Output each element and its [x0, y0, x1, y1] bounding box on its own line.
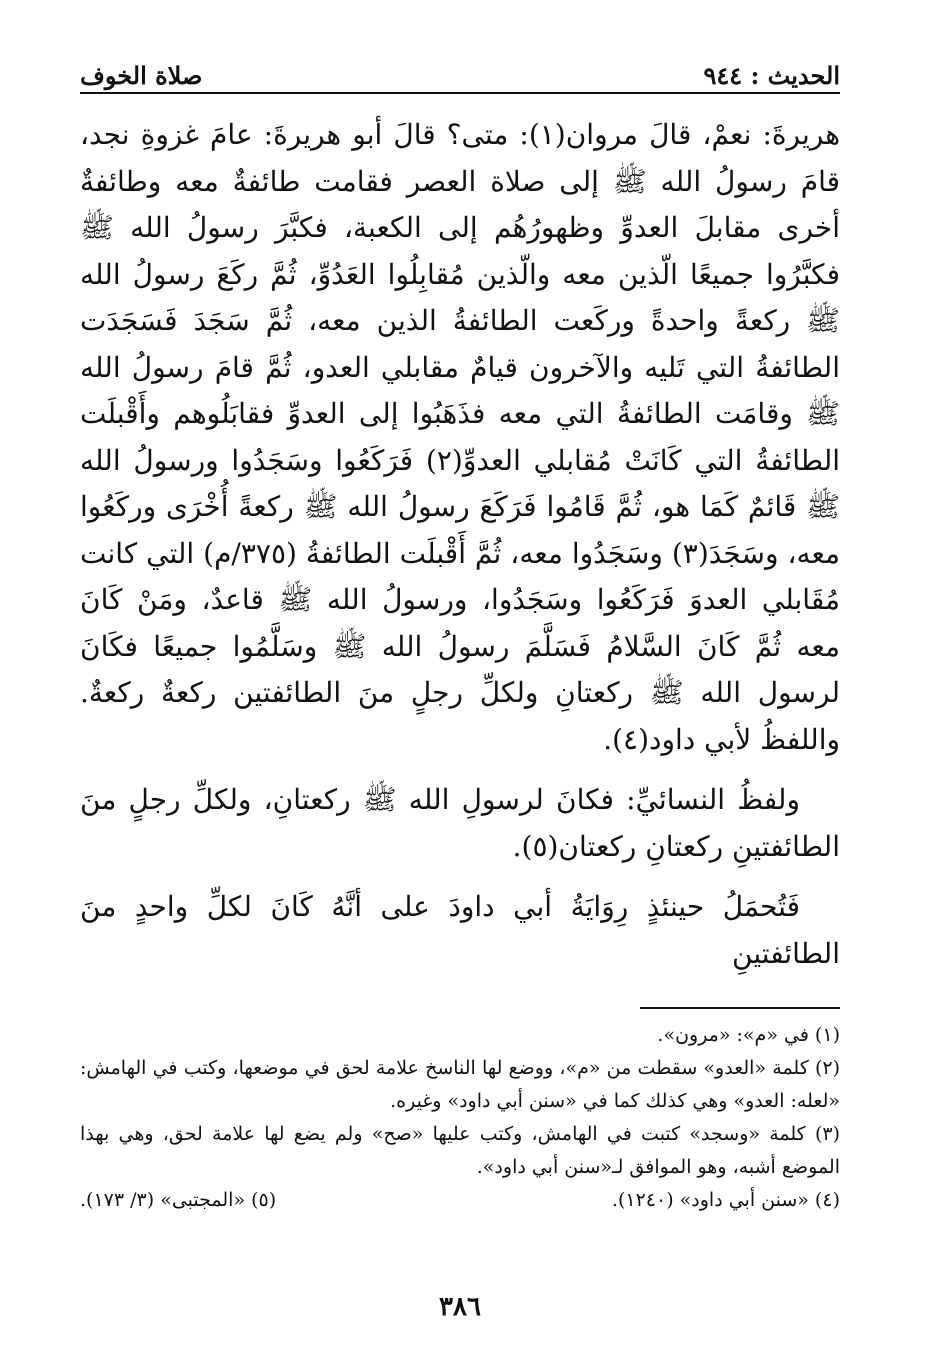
footnotes: [80, 1019, 840, 1217]
footnote-3: (٣) كلمة «وسجد» كتبت في الهامش، وكتب عليها «صح» ولم يضع لها علامة لحق، وهي بهذا الموضع أشبه، وهو الموافق لـ«سنن أبي داود».: [80, 1123, 840, 1178]
page-number: ٣٨٦: [439, 1292, 481, 1322]
paragraph-2: ولفظُ النسائيِّ: فكانَ لرسولِ الله ﷺ ركعتانِ، ولكلِّ رجلٍ منَ الطائفتينِ ركعتانِ ركعتان(٥).: [80, 783, 840, 863]
footnote-4: (٤) «سنن أبي داود» (١٢٤٠).: [611, 1189, 840, 1211]
paragraph-1: هريرةَ: نعمْ، قالَ مروان(١): متى؟ قالَ أبو هريرةَ: عامَ غزوةِ نجد، قامَ رسولُ الله ﷺ إلى صلاة العصر فقامت طائفةٌ معه وطائفةٌ أخرى مقابلَ العدوِّ وظهورُهُم إلى الكعبة، فكبَّرَ رسولُ الله ﷺ فكبَّرُوا جميعًا الّذين معه والّذين مُقابِلُوا العَدُوِّ، ثُمَّ ركَعَ رسولُ الله ﷺ ركعةً واحدةً وركَعت الطائفةُ الذين معه، ثُمَّ سَجَدَ فَسَجَدَت الطائفةُ التي تَليه والآخرون قيامٌ مقابلي العدو، ثُمَّ قامَ رسولُ الله ﷺ وقامَت الطائفةُ التي معه فذَهَبُوا إلى العدوِّ فقابَلُوهم وأَقْبلَت الطائفةُ التي كَانَتْ مُقابلي العدوِّ(٢) فَرَكَعُوا وسَجَدُوا ورسولُ الله ﷺ قَائمٌ كَمَا هو، ثُمَّ قَامُوا فَرَكَعَ رسولُ الله ﷺ ركعةً أُخْرَى وركَعُوا معه، وسَجَدَ(٣) وسَجَدُوا معه، ثُمَّ أَقْبلَت الطائفةُ (٣٧٥/م) التي كانت مُقَابلي العدوَ فَرَكَعُوا وسَجَدُوا، ورسولُ الله ﷺ قاعدٌ، ومَنْ كَانَ معه ثُمَّ كَانَ السَّلامُ فَسَلَّمَ رسولُ الله ﷺ وسَلَّمُوا جميعًا فكَانَ لرسول الله ﷺ ركعتانِ ولكلِّ رجلٍ منَ الطائفتين ركعةٌ ركعةٌ. واللفظُ لأبي داود(٤).: [80, 118, 841, 756]
main-text: [80, 112, 840, 977]
running-header: [80, 52, 840, 94]
footnote-2: (٢) كلمة «العدو» سقطت من «م»، ووضع لها الناسخ علامة لحق في موضعها، وكتب في الهامش: «لعله: العدو» وهي كذلك كما في «سنن أبي داود» وغيره.: [80, 1057, 840, 1112]
paragraph-3: فَتُحمَلُ حينئذٍ رِوَايَةُ أبي داودَ على أنَّهُ كَانَ لكلِّ واحدٍ منَ الطائفتينِ: [80, 890, 840, 970]
footnote-5: (٥) «المجتبى» (٣/ ١٧٣).: [80, 1189, 277, 1211]
footnote-separator: [640, 1007, 840, 1009]
footnote-row-4-5: [80, 1184, 840, 1217]
book-page: [80, 52, 840, 1322]
footnote-1: (١) في «م»: «مرون».: [657, 1024, 840, 1046]
chapter-title: صلاة الخوف: [80, 61, 203, 90]
hadith-number-label: الحديث : ٩٤٤: [703, 61, 840, 90]
